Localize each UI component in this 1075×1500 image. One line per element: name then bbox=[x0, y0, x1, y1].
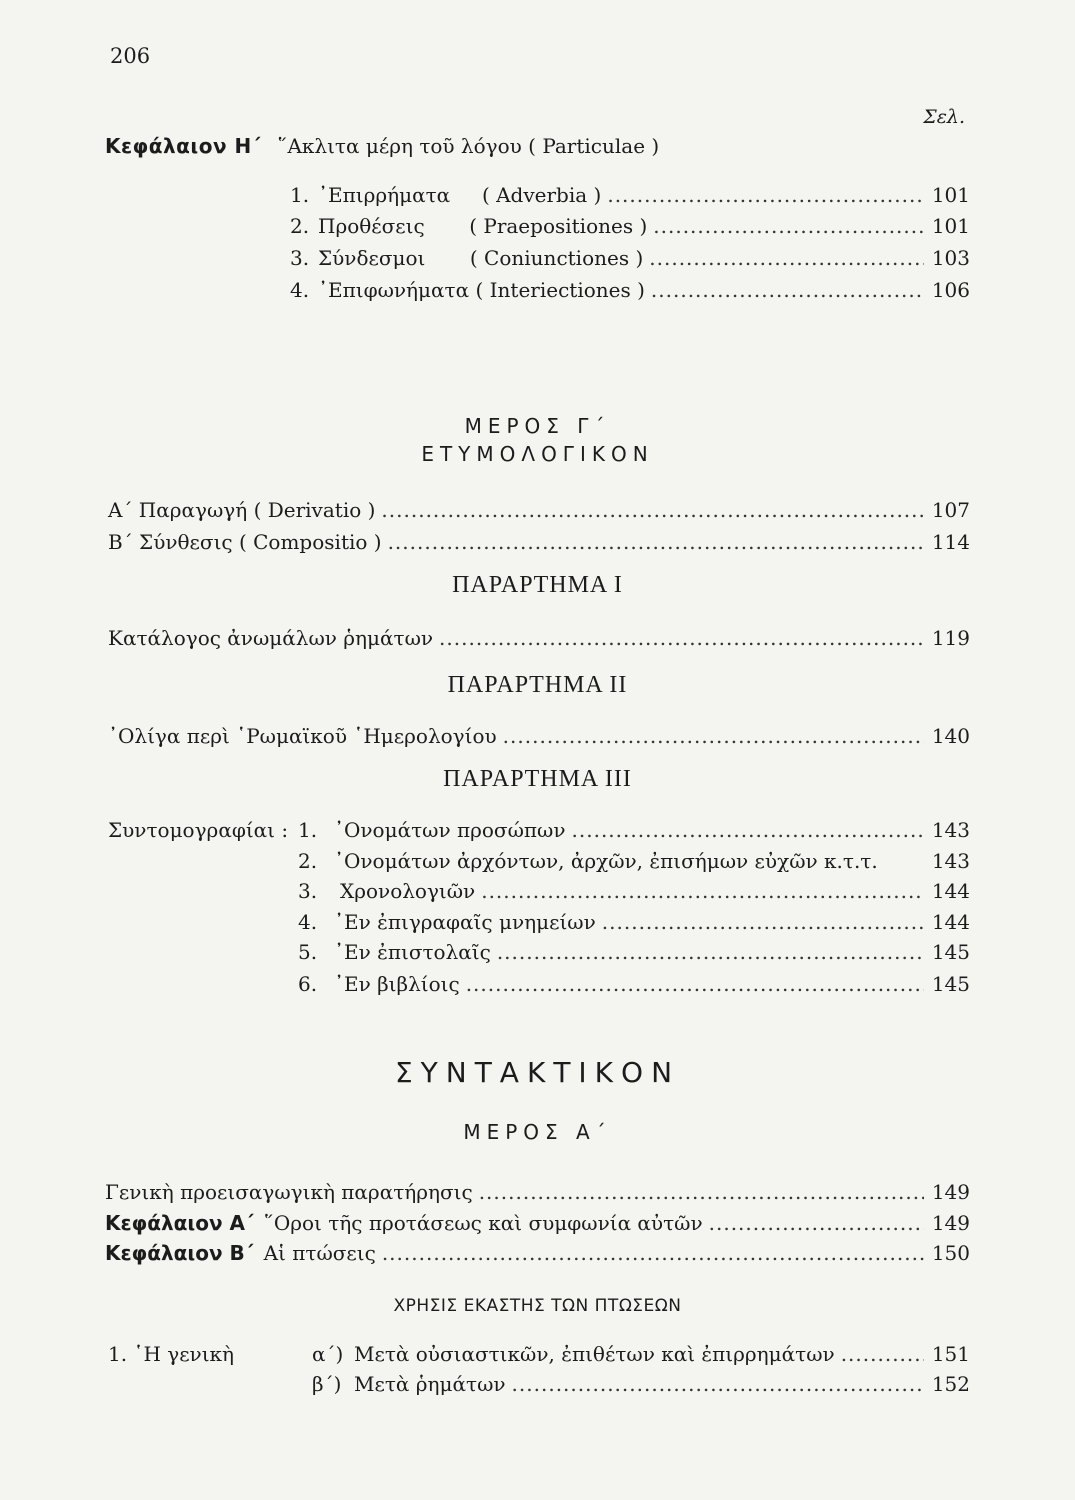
entry-text: ᾿Ολίγα περὶ ῾Ρωμαϊκοῦ ῾Ημερολογίου bbox=[108, 724, 497, 748]
entry-page: 103 bbox=[931, 246, 970, 270]
leader-dots bbox=[503, 724, 924, 748]
entry-number: 1. bbox=[290, 183, 310, 207]
leader-dots bbox=[479, 1180, 924, 1204]
entry-text: ᾿Επιρρήματα ( Adverbia ) bbox=[318, 183, 602, 207]
entry-page: 149 bbox=[931, 1180, 970, 1204]
entry-text: Κατάλογος ἀνωμάλων ῥημάτων bbox=[108, 626, 434, 650]
entry-text: ᾿Ονομάτων ἀρχόντων, ἀρχῶν, ἐπισήμων εὐχῶν κ.τ.τ. bbox=[334, 849, 878, 873]
toc-entry bbox=[290, 246, 970, 270]
leader-dots bbox=[382, 1241, 924, 1265]
toc-entry bbox=[290, 183, 970, 207]
toc-entry bbox=[105, 1180, 970, 1204]
leader-dots bbox=[388, 530, 924, 554]
entry-text: ῞Οροι τῆς προτάσεως καὶ συμφωνία αὐτῶν bbox=[263, 1211, 703, 1235]
entry-text: Μετὰ οὐσιαστικῶν, ἐπιθέτων καὶ ἐπιρρημάτων bbox=[354, 1342, 835, 1366]
leader-dots bbox=[497, 940, 924, 964]
leader-dots bbox=[841, 1342, 924, 1366]
entry-page: 145 bbox=[931, 972, 970, 996]
entry-number: 2. bbox=[298, 849, 318, 873]
entry-text: ᾿Εν βιβλίοις bbox=[334, 972, 460, 996]
entry-page: 150 bbox=[931, 1241, 970, 1265]
toc-entry bbox=[108, 724, 970, 748]
entry-text: Προθέσεις ( Praepositiones ) bbox=[318, 214, 648, 238]
toc-entry bbox=[290, 278, 970, 302]
entry-page: 140 bbox=[931, 724, 970, 748]
leader-dots bbox=[381, 498, 924, 522]
entry-text: ᾿Εν ἐπιστολαῖς bbox=[334, 940, 491, 964]
section-heading-meros-g: ΜΕΡΟΣ Γ΄ bbox=[464, 414, 611, 438]
leader-dots bbox=[649, 246, 924, 270]
entry-number: 1. bbox=[298, 818, 318, 842]
leader-dots bbox=[481, 879, 924, 903]
abbreviations-lead: Συντομογραφίαι : bbox=[108, 818, 289, 842]
entry-number: 3. bbox=[290, 246, 310, 270]
toc-entry bbox=[108, 498, 970, 522]
chapter-label: Κεφάλαιον Α΄ bbox=[105, 1211, 254, 1235]
entry-page: 149 bbox=[931, 1211, 970, 1235]
toc-entry bbox=[105, 1241, 970, 1265]
entry-page: 101 bbox=[931, 183, 970, 207]
entry-text: Αἱ πτώσεις bbox=[263, 1241, 376, 1265]
toc-entry bbox=[312, 1342, 970, 1366]
entry-page: 101 bbox=[931, 214, 970, 238]
entry-text: Β΄ Σύνθεσις ( Compositio ) bbox=[108, 530, 382, 554]
entry-text: Α΄ Παραγωγή ( Derivatio ) bbox=[108, 498, 376, 522]
entry-text: Χρονολογιῶν bbox=[340, 879, 476, 903]
entry-page: 145 bbox=[931, 940, 970, 964]
entry-text: ᾿Ονομάτων προσώπων bbox=[334, 818, 566, 842]
leader-dots bbox=[607, 183, 924, 207]
entry-text: Μετὰ ῥημάτων bbox=[354, 1372, 506, 1396]
chapter-h-title: ῞Ακλιτα μέρη τοῦ λόγου ( Particulae ) bbox=[277, 134, 660, 158]
toc-entry bbox=[298, 910, 970, 934]
toc-entry bbox=[108, 626, 970, 650]
toc-entry bbox=[298, 972, 970, 996]
appendix-2-heading: ΠΑΡΑΡΤΗΜΑ ΙΙ bbox=[447, 672, 628, 698]
entry-page: 144 bbox=[931, 910, 970, 934]
entry-page: 107 bbox=[931, 498, 970, 522]
leader-dots bbox=[439, 626, 924, 650]
entry-number: 5. bbox=[298, 940, 318, 964]
entry-text: ᾿Εν ἐπιγραφαῖς μνημείων bbox=[334, 910, 596, 934]
chapter-h-label: Κεφάλαιον Η΄ bbox=[105, 134, 262, 158]
leader-dots bbox=[602, 910, 924, 934]
entry-number: 6. bbox=[298, 972, 318, 996]
entry-text: Γενικὴ προεισαγωγικὴ παρατήρησις bbox=[105, 1180, 473, 1204]
appendix-1-heading: ΠΑΡΑΡΤΗΜΑ Ι bbox=[452, 572, 623, 598]
entry-page: 144 bbox=[931, 879, 970, 903]
leader-dots bbox=[709, 1211, 924, 1235]
page-number: 206 bbox=[110, 44, 151, 68]
entry-page: 152 bbox=[931, 1372, 970, 1396]
toc-entry bbox=[298, 940, 970, 964]
entry-sub-label: β΄) bbox=[312, 1372, 342, 1396]
page-column-label: Σελ. bbox=[923, 106, 965, 128]
leader-dots bbox=[512, 1372, 924, 1396]
toc-entry bbox=[298, 879, 970, 903]
section-heading-etymologikon: ΕΤΥΜΟΛΟΓΙΚΟΝ bbox=[421, 442, 654, 466]
chapter-h-heading bbox=[105, 134, 659, 158]
leader-dots bbox=[466, 972, 924, 996]
leader-dots bbox=[572, 818, 924, 842]
section-heading-meros-a: ΜΕΡΟΣ Α΄ bbox=[463, 1120, 612, 1144]
entry-page: 119 bbox=[931, 626, 970, 650]
part-heading-syntaktikon: ΣΥΝΤΑΚΤΙΚΟΝ bbox=[394, 1056, 681, 1089]
toc-entry bbox=[312, 1372, 970, 1396]
entry-page: 106 bbox=[931, 278, 970, 302]
chapter-label: Κεφάλαιον Β΄ bbox=[105, 1241, 254, 1265]
toc-entry bbox=[108, 530, 970, 554]
toc-entry bbox=[290, 214, 970, 238]
entry-number: 3. bbox=[298, 879, 318, 903]
entry-page: 114 bbox=[931, 530, 970, 554]
entry-number: 4. bbox=[298, 910, 318, 934]
entry-text: Σύνδεσμοι ( Coniunctiones ) bbox=[318, 246, 644, 270]
genitive-label: 1. ῾Η γενικὴ bbox=[108, 1342, 235, 1366]
leader-dots bbox=[653, 214, 924, 238]
entry-number: 4. bbox=[290, 278, 310, 302]
toc-entry bbox=[105, 1211, 970, 1235]
toc-entry bbox=[298, 818, 970, 842]
leader-dots bbox=[651, 278, 924, 302]
toc-entry bbox=[298, 849, 970, 873]
entry-page: 143 bbox=[931, 849, 970, 873]
entry-number: 2. bbox=[290, 214, 310, 238]
entry-text: ᾿Επιφωνήματα ( Interiectiones ) bbox=[318, 278, 645, 302]
entry-page: 151 bbox=[931, 1342, 970, 1366]
entry-page: 143 bbox=[931, 818, 970, 842]
appendix-3-heading: ΠΑΡΑΡΤΗΜΑ ΙΙΙ bbox=[443, 766, 632, 792]
subsection-heading-usage: ΧΡΗΣΙΣ ΕΚΑΣΤΗΣ ΤΩΝ ΠΤΩΣΕΩΝ bbox=[393, 1296, 682, 1316]
entry-sub-label: α΄) bbox=[312, 1342, 344, 1366]
